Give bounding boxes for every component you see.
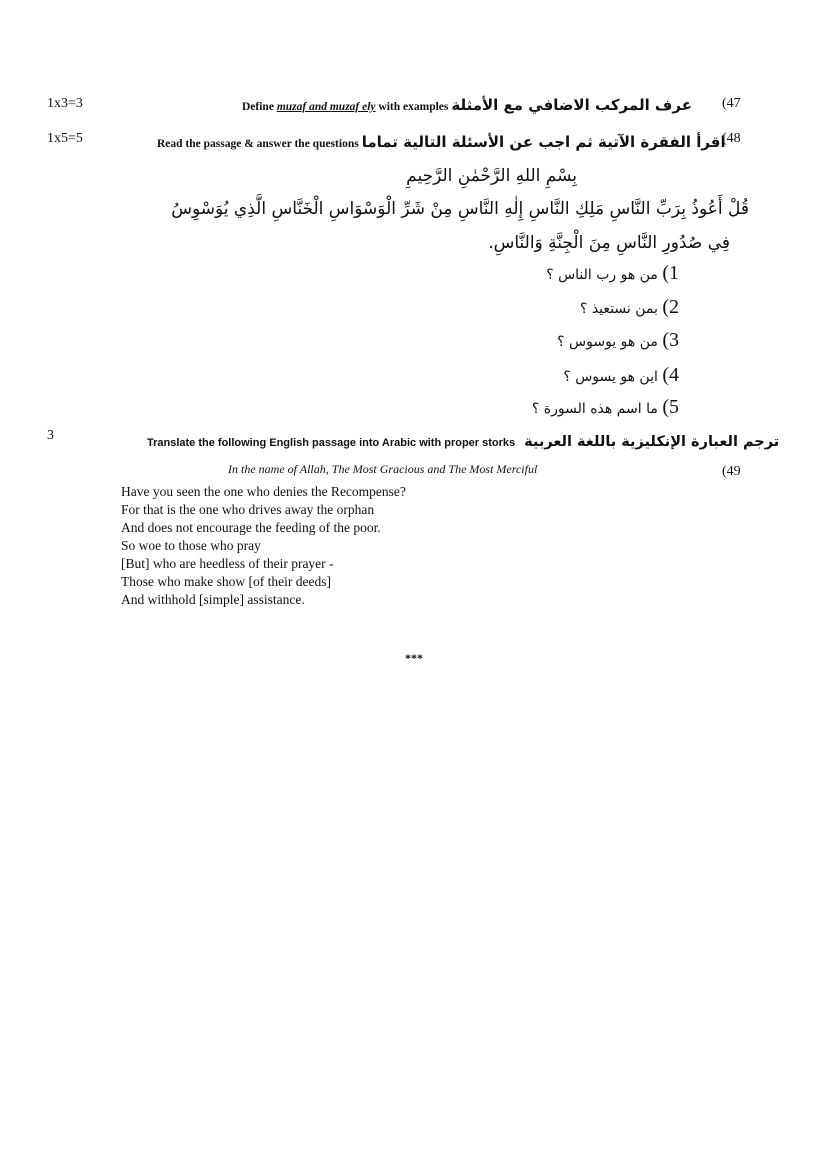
bismillah-translation: In the name of Allah, The Most Gracious and The Most Merciful bbox=[228, 462, 538, 476]
question-text: ما اسم هذه السورة ؟ bbox=[531, 401, 658, 417]
q48-arabic: اقرأ الفقرة الآتية ثم اجب عن الأسئلة التالية تماما bbox=[361, 133, 726, 151]
question-1 bbox=[546, 262, 679, 285]
question-number: 5) bbox=[662, 396, 679, 418]
question-text: اين هو يسوس ؟ bbox=[563, 369, 658, 385]
question-number: 3) bbox=[662, 329, 679, 351]
passage-line-5: [But] who are heedless of their prayer - bbox=[121, 556, 334, 571]
q48-heading bbox=[157, 133, 726, 151]
passage-line-2: For that is the one who drives away the orphan bbox=[121, 502, 375, 517]
question-text: من هو رب الناس ؟ bbox=[546, 267, 658, 283]
q47-number: (47 bbox=[722, 96, 741, 111]
q47-arabic: عرف المركب الاضافي مع الأمثلة bbox=[451, 96, 692, 114]
question-number: 4) bbox=[662, 364, 679, 386]
question-4 bbox=[563, 364, 679, 387]
q47-english-prefix: Define bbox=[242, 101, 277, 113]
q48-marks: 1x5=5 bbox=[47, 131, 83, 146]
q49-english: Translate the following English passage into Arabic with proper storks bbox=[147, 437, 516, 449]
question-5 bbox=[532, 396, 679, 419]
q49-number: (49 bbox=[722, 464, 741, 479]
question-2 bbox=[580, 296, 679, 319]
passage-line-6: Those who make show [of their deeds] bbox=[121, 574, 331, 589]
translation-passage bbox=[121, 483, 406, 609]
passage-line-1: Have you seen the one who denies the Recompense? bbox=[121, 484, 406, 499]
question-number: 1) bbox=[662, 262, 679, 284]
verse-line-1: بِسْمِ اللهِ الرَّحْمٰنِ الرَّحِيمِ bbox=[406, 166, 577, 186]
passage-line-4: So woe to those who pray bbox=[121, 538, 261, 553]
q48-number: (48 bbox=[722, 131, 741, 146]
q49-marks: 3 bbox=[47, 428, 54, 443]
q47-english-emphasis: muzaf and muzaf ely bbox=[276, 101, 376, 113]
verse-line-3: فِي صُدُورِ النَّاسِ مِنَ الْجِنَّةِ وَالنَّاسِ. bbox=[488, 233, 730, 253]
q47-heading bbox=[242, 96, 692, 114]
end-marker: *** bbox=[405, 651, 423, 665]
question-3 bbox=[557, 329, 679, 352]
question-text: من هو يوسوس ؟ bbox=[557, 334, 658, 350]
question-number: 2) bbox=[662, 296, 679, 318]
q49-arabic: ترجم العبارة الإنكليزية باللغة العربية bbox=[524, 434, 780, 450]
passage-line-7: And withhold [simple] assistance. bbox=[121, 592, 305, 607]
q47-marks: 1x3=3 bbox=[47, 96, 83, 111]
q47-english-suffix: with examples bbox=[375, 101, 449, 113]
q48-english: Read the passage & answer the questions bbox=[157, 138, 359, 150]
q49-heading bbox=[147, 434, 779, 450]
question-text: بمن نستعيذ ؟ bbox=[579, 301, 658, 317]
verse-line-2: قُلْ أَعُوذُ بِرَبِّ النَّاسِ مَلِكِ النَّاسِ إِلٰهِ النَّاسِ مِنْ شَرِّ الْوَسْوَاسِ الْخَنَّاسِ الَّذِي يُوَسْوِسُ bbox=[171, 199, 749, 219]
passage-line-3: And does not encourage the feeding of the poor. bbox=[121, 520, 381, 535]
